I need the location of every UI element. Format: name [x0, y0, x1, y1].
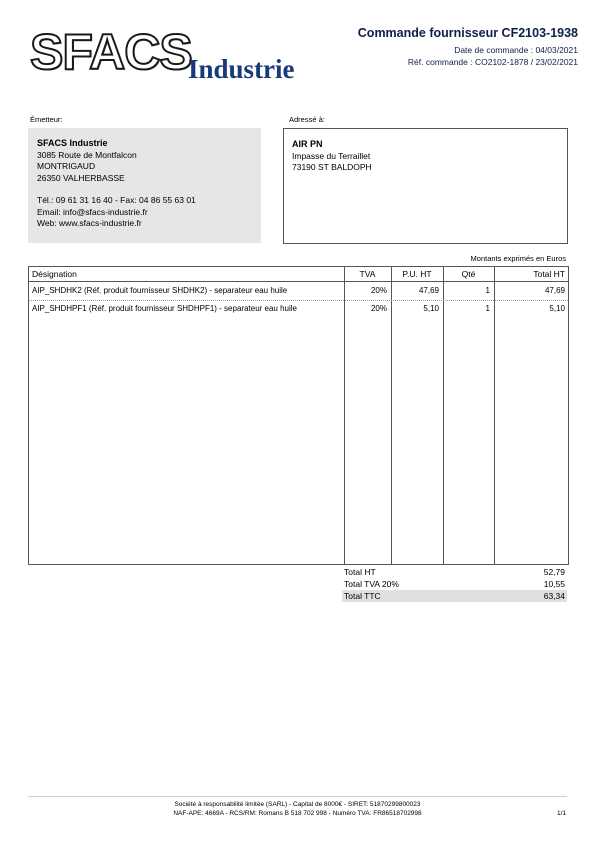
sender-phone: Tél.: 09 61 31 16 40 - Fax: 04 86 55 63 01	[37, 195, 196, 205]
total-ttc-label: Total TTC	[344, 591, 381, 601]
sender-address-line: MONTRIGAUD	[37, 161, 96, 171]
sender-label: Émetteur:	[30, 115, 63, 124]
row-designation: AIP_SHDHPF1 (Réf. produit fournisseur SHDHPF1) - separateur eau huile	[32, 304, 297, 313]
recipient-name: AIR PN	[292, 139, 323, 149]
header-separator	[29, 281, 568, 282]
recipient-details	[292, 139, 372, 174]
currency-note: Montants exprimés en Euros	[470, 254, 566, 263]
document-title: Commande fournisseur CF2103-1938	[357, 26, 578, 40]
row-qty: 1	[485, 304, 490, 313]
total-ht-label: Total HT	[344, 567, 376, 577]
sender-web: Web: www.sfacs-industrie.fr	[37, 218, 142, 228]
total-tva-label: Total TVA 20%	[344, 579, 399, 589]
total-ttc-row	[342, 590, 567, 602]
header-total-ht: Total HT	[533, 269, 565, 279]
row-pu-ht: 47,69	[418, 286, 439, 295]
row-qty: 1	[485, 286, 490, 295]
sender-address-line: 26350 VALHERBASSE	[37, 172, 125, 183]
total-ht-value: 52,79	[543, 567, 565, 577]
total-tva-row	[342, 578, 567, 590]
footer-legal-line: NAF-APE: 4669A - RCS/RM: Romans B 518 702 998 - Numéro TVA: FR86518702998	[173, 810, 422, 817]
footer-legal-line: Société à responsabilité limitée (SARL) - Capital de 8000€ - SIRET: 51870299800023	[174, 801, 421, 808]
company-logo	[30, 22, 320, 92]
header-tva: TVA	[359, 269, 376, 279]
logo-brand: SFACS	[30, 24, 192, 80]
row-designation: AIP_SHDHK2 (Réf. produit fournisseur SHDHK2) - separateur eau huile	[32, 286, 288, 295]
row-tva: 20%	[370, 304, 387, 313]
header-designation: Désignation	[32, 269, 77, 279]
row-pu-ht: 5,10	[423, 304, 439, 313]
sender-box	[28, 128, 261, 243]
row-tva: 20%	[370, 286, 387, 295]
recipient-box	[283, 128, 568, 244]
row-separator	[29, 300, 568, 301]
recipient-label: Adressé à:	[289, 115, 325, 124]
total-tva-value: 10,55	[543, 579, 565, 589]
logo-subtitle: Industrie	[188, 54, 295, 84]
items-table	[28, 266, 569, 565]
recipient-address-line: 73190 ST BALDOPH	[292, 162, 372, 172]
sender-address-line: 3085 Route de Montfalcon	[37, 149, 137, 160]
footer-divider	[28, 796, 567, 797]
sender-details	[37, 138, 196, 230]
row-total-ht: 47,69	[544, 286, 565, 295]
sender-email: Email: info@sfacs-industrie.fr	[37, 206, 148, 217]
total-ttc-value: 63,34	[543, 591, 565, 601]
sender-name: SFACS Industrie	[37, 138, 108, 148]
header-pu-ht: P.U. HT	[402, 269, 432, 279]
recipient-address-line: Impasse du Terraillet	[292, 150, 371, 161]
order-reference: Réf. commande : CO2102-1878 / 23/02/2021	[407, 57, 578, 67]
page-number: 1/1	[556, 810, 566, 817]
header-qty: Qté	[461, 269, 476, 279]
row-total-ht: 5,10	[549, 304, 565, 313]
total-ht-row	[342, 566, 567, 578]
order-date: Date de commande : 04/03/2021	[454, 45, 578, 55]
